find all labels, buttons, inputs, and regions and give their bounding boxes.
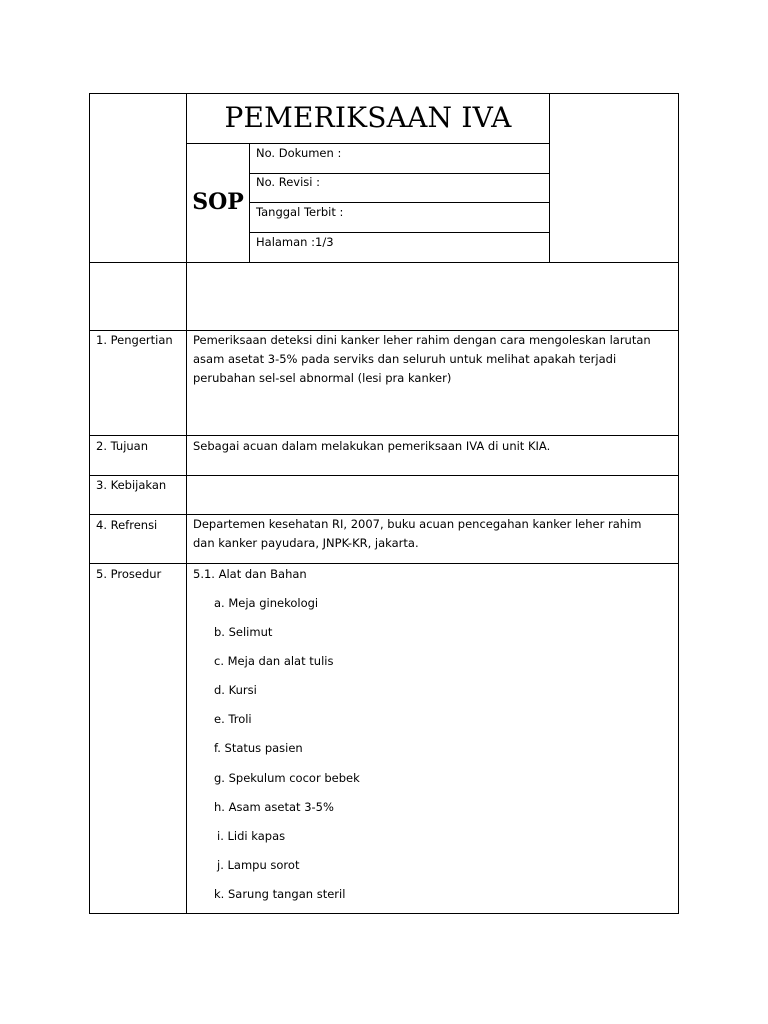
- row-line-referensi: [89, 563, 679, 564]
- list-item: d. Kursi: [214, 683, 257, 697]
- border-right: [678, 93, 679, 914]
- label-kebijakan: 3. Kebijakan: [96, 478, 167, 492]
- sop-divider: [249, 143, 250, 263]
- border-bottom: [89, 913, 679, 914]
- document-title: PEMERIKSAAN IVA: [224, 101, 512, 134]
- label-tujuan: 2. Tujuan: [96, 439, 149, 453]
- field-line-1: [249, 173, 550, 174]
- list-item: j. Lampu sorot: [217, 858, 300, 872]
- sop-label: SOP: [192, 189, 244, 215]
- list-item: k. Sarung tangan steril: [214, 887, 346, 901]
- field-halaman: Halaman :1/3: [256, 235, 334, 249]
- header-right-divider: [549, 93, 550, 263]
- row-line-header: [89, 262, 679, 263]
- text-referensi: Departemen kesehatan RI, 2007, buku acuan pencegahan kanker leher rahim dan kanker payudara, JNPK-KR, jakarta.: [193, 517, 642, 550]
- row-line-pengertian: [89, 435, 679, 436]
- row-line-tujuan: [89, 475, 679, 476]
- field-no-dokumen: No. Dokumen :: [256, 146, 342, 160]
- list-item: e. Troli: [214, 712, 252, 726]
- field-line-2: [249, 202, 550, 203]
- text-pengertian: Pemeriksaan deteksi dini kanker leher rahim dengan cara mengoleskan larutan asam asetat 3-5% pada serviks dan seluruh untuk melihat apakah terjadi perubahan sel-sel abnormal (lesi pra kanker): [193, 333, 651, 385]
- label-pengertian: 1. Pengertian: [96, 333, 173, 347]
- field-no-revisi: No. Revisi :: [256, 175, 321, 189]
- prosedur-subheading: 5.1. Alat dan Bahan: [193, 567, 307, 581]
- list-item: i. Lidi kapas: [217, 829, 286, 843]
- list-item: a. Meja ginekologi: [214, 596, 319, 610]
- list-item: h. Asam asetat 3-5%: [214, 800, 334, 814]
- field-line-3: [249, 232, 550, 233]
- label-prosedur: 5. Prosedur: [96, 567, 162, 581]
- list-item: c. Meja dan alat tulis: [214, 654, 334, 668]
- list-item: f. Status pasien: [214, 741, 303, 755]
- list-item: g. Spekulum cocor bebek: [214, 771, 360, 785]
- list-item: b. Selimut: [214, 625, 273, 639]
- border-left: [89, 93, 90, 914]
- label-referensi: 4. Refrensi: [96, 518, 158, 532]
- text-tujuan: Sebagai acuan dalam melakukan pemeriksaan IVA di unit KIA.: [193, 439, 551, 453]
- field-tanggal-terbit: Tanggal Terbit :: [256, 205, 344, 219]
